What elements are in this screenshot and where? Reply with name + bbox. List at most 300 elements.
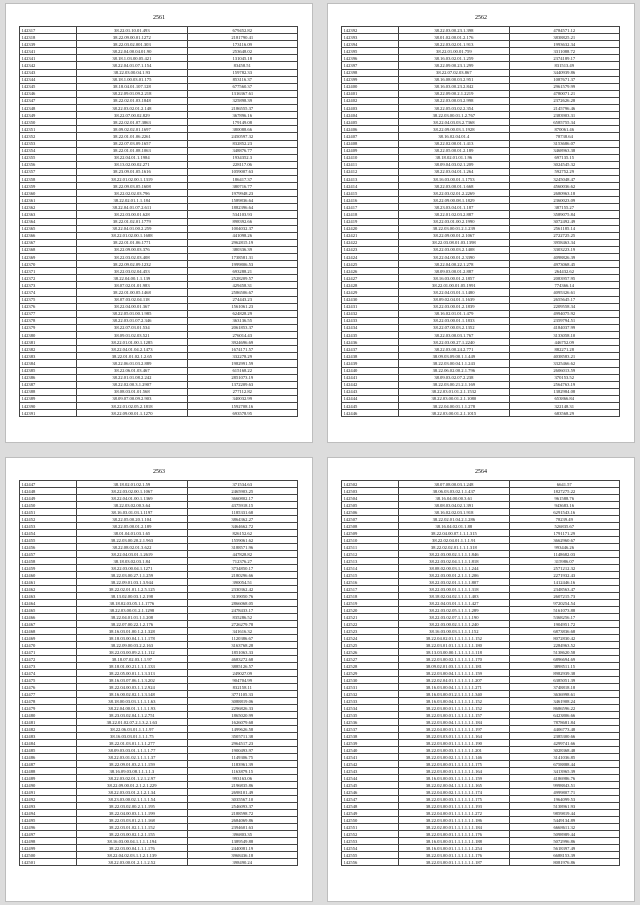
row-id-cell: 142394 (342, 41, 399, 48)
row-amount-cell: 2571212.32 (509, 565, 619, 572)
row-code-cell: 38.22.03.00.20.2.1.963 (77, 537, 187, 544)
row-id-cell: 142438 (342, 353, 399, 360)
row-amount-cell: 2330362.42 (187, 586, 297, 593)
row-amount-cell: 1087671.37 (509, 76, 619, 83)
row-id-cell: 142391 (20, 410, 77, 417)
row-id-cell: 142392 (342, 27, 399, 34)
table-row (20, 324, 298, 331)
row-code-cell: 38.22.03.04.01.1.264 (399, 168, 509, 175)
row-code-cell: 38.22.01.02.03.2.887 (399, 211, 509, 218)
row-code-cell: 38.16.03.00.03.1.1.1.1.152 (399, 628, 509, 635)
row-amount-cell: 3024545.32 (509, 161, 619, 168)
row-amount-cell: 228117.06 (187, 161, 297, 168)
table-row (20, 607, 298, 614)
row-code-cell: 38.22.03.00.03.1.1.1.1.1.1.201 (399, 747, 509, 754)
row-id-cell: 142499 (20, 845, 77, 852)
row-id-cell: 142462 (20, 586, 77, 593)
row-amount-cell: 2450597.32 (187, 133, 297, 140)
row-amount-cell: 380716.77 (187, 183, 297, 190)
row-id-cell: 142345 (20, 83, 77, 90)
row-id-cell: 142463 (20, 593, 77, 600)
row-amount-cell: 6758888.44 (509, 761, 619, 768)
table-row (342, 852, 620, 859)
row-id-cell: 142435 (342, 332, 399, 339)
row-code-cell: 38.18.1.00.03.01.175 (77, 76, 187, 83)
table-row (342, 27, 620, 34)
row-id-cell: 142447 (20, 481, 77, 488)
row-code-cell: 38.16.04.00.00.3.61 (399, 495, 509, 502)
row-amount-cell: 526835.67 (509, 523, 619, 530)
row-code-cell: 38.22.01.02.07.2.1.3.2.1.63 (77, 719, 187, 726)
row-id-cell: 142368 (20, 246, 77, 253)
row-id-cell: 142344 (20, 76, 77, 83)
row-code-cell: 38.16.03.00.01.1.1.1.1.1.1.188 (399, 838, 509, 845)
row-amount-cell: 1004032.37 (187, 225, 297, 232)
row-id-cell: 142377 (20, 310, 77, 317)
row-code-cell: 38.22.02.00.3.1.2907 (77, 381, 187, 388)
table-row (20, 684, 298, 691)
row-amount-cell: 186417.37 (187, 175, 297, 182)
row-amount-cell: 3464662.72 (187, 523, 297, 530)
row-id-cell: 142467 (20, 621, 77, 628)
row-code-cell: 38.22.04.01.07.2.611 (77, 204, 187, 211)
table-row (20, 481, 298, 488)
row-id-cell: 142434 (342, 324, 399, 331)
row-id-cell: 142504 (342, 495, 399, 502)
row-amount-cell: 4784571.12 (509, 27, 619, 34)
table-row (342, 317, 620, 324)
table-row (20, 642, 298, 649)
table-row (342, 754, 620, 761)
row-amount-cell: 882271.28 (509, 346, 619, 353)
row-id-cell: 142547 (342, 796, 399, 803)
row-code-cell: 38.18.02.01.01.1.96 (399, 154, 509, 161)
row-amount-cell: 1059007.63 (187, 168, 297, 175)
table-row (20, 810, 298, 817)
row-id-cell: 142398 (342, 69, 399, 76)
row-id-cell: 142318 (20, 34, 77, 41)
table-row (342, 831, 620, 838)
row-id-cell: 142539 (342, 740, 399, 747)
row-id-cell: 142389 (20, 395, 77, 402)
row-code-cell: 38.22.03.00.01.2.1.1080 (399, 395, 509, 402)
row-code-cell: 38.22.03.02.07.1.1.1.1.190 (399, 614, 509, 621)
row-amount-cell: 341616.32 (187, 628, 297, 635)
row-code-cell: 38.22.01.01.02.1.2.65 (77, 353, 187, 360)
row-id-cell: 142551 (342, 824, 399, 831)
row-id-cell: 142524 (342, 635, 399, 642)
row-id-cell: 142510 (342, 537, 399, 544)
row-amount-cell: 3311088.72 (509, 48, 619, 55)
row-code-cell: 38.22.03.00.04.1.1.243 (399, 360, 509, 367)
row-code-cell: 38.22.01.10.01.493 (77, 27, 187, 34)
row-amount-cell: 1982991.59 (187, 360, 297, 367)
table-row (342, 726, 620, 733)
row-code-cell: 38.22.03.00.01.1.1.1.1.1.1.152 (399, 705, 509, 712)
table-row (20, 154, 298, 161)
row-amount-cell: 6291543.16 (509, 509, 619, 516)
table-row (20, 190, 298, 197)
row-amount-cell: 1559061.62 (187, 537, 297, 544)
row-id-cell: 142451 (20, 509, 77, 516)
page-2564 (328, 458, 634, 901)
row-id-cell: 142456 (20, 544, 77, 551)
row-amount-cell: 5138620.58 (509, 649, 619, 656)
row-amount-cell: 9998843.51 (509, 782, 619, 789)
table-row (342, 817, 620, 824)
row-id-cell: 142488 (20, 768, 77, 775)
row-amount-cell: 3734850.17 (187, 565, 297, 572)
row-id-cell: 142533 (342, 698, 399, 705)
row-code-cell: 38.09.07.00.09.2.903 (77, 395, 187, 402)
row-id-cell: 142529 (342, 670, 399, 677)
table-row (342, 140, 620, 147)
row-id-cell: 142522 (342, 621, 399, 628)
row-code-cell: 38.22.04.01.1.1984 (77, 154, 187, 161)
row-id-cell: 142342 (20, 62, 77, 69)
table-row (342, 48, 620, 55)
row-id-cell: 142532 (342, 691, 399, 698)
row-code-cell: 38.22.03.02.00.3.64 (77, 502, 187, 509)
table-row (342, 551, 620, 558)
row-id-cell: 142503 (342, 488, 399, 495)
row-id-cell: 142475 (20, 677, 77, 684)
row-code-cell: 38.22.03.00.01.1.1.1.1.1.1.176 (399, 831, 509, 838)
row-amount-cell: 3188571.96 (187, 544, 297, 551)
table-row (342, 537, 620, 544)
table-row (20, 663, 298, 670)
table-row (20, 183, 298, 190)
row-id-cell: 142540 (342, 747, 399, 754)
row-code-cell: 38.09.02.02.01.1697 (77, 126, 187, 133)
table-row (342, 175, 620, 182)
table-row (20, 218, 298, 225)
row-code-cell: 38.16.00.02.02.1.1.3.148 (77, 691, 187, 698)
table-row (342, 246, 620, 253)
table-row (342, 838, 620, 845)
row-amount-cell: 1149306.75 (187, 754, 297, 761)
table-row (20, 593, 298, 600)
row-amount-cell: 159782.33 (187, 69, 297, 76)
row-id-cell: 142365 (20, 225, 77, 232)
row-code-cell: 38.22.01.00.05.1468 (77, 289, 187, 296)
row-id-cell: 142515 (342, 572, 399, 579)
row-id-cell: 142556 (342, 859, 399, 866)
row-amount-cell: 1979948.23 (187, 190, 297, 197)
row-amount-cell: 2284963.52 (509, 642, 619, 649)
table-row (342, 83, 620, 90)
table-row (20, 761, 298, 768)
row-id-cell: 142455 (20, 537, 77, 544)
table-row (20, 537, 298, 544)
row-id-cell: 142476 (20, 684, 77, 691)
table-row (20, 796, 298, 803)
row-code-cell: 38.16.03.03.01.1.1.1.75 (77, 733, 187, 740)
table-row (342, 353, 620, 360)
row-amount-cell: 2465903.25 (187, 488, 297, 495)
ledger-table (341, 480, 620, 866)
row-code-cell: 38.22.03.00.01.1.1.1.1.1.1.193 (399, 803, 509, 810)
row-amount-cell: 3838825.21 (509, 34, 619, 41)
row-amount-cell: 322148.31 (509, 402, 619, 409)
row-code-cell: 38.22.01.01.06.2261 (77, 133, 187, 140)
row-code-cell: 38.22.03.00.21.2.1.169 (399, 381, 509, 388)
row-id-cell: 142364 (20, 218, 77, 225)
row-amount-cell: 6873836.68 (509, 628, 619, 635)
row-code-cell: 38.22.09.01.09.2.218 (77, 90, 187, 97)
table-row (20, 621, 298, 628)
row-id-cell: 142317 (20, 27, 77, 34)
row-id-cell: 142525 (342, 642, 399, 649)
row-id-cell: 142418 (342, 211, 399, 218)
row-id-cell: 142519 (342, 600, 399, 607)
row-id-cell: 142371 (20, 268, 77, 275)
row-amount-cell: 1372209.63 (187, 381, 297, 388)
row-id-cell: 142404 (342, 112, 399, 119)
row-code-cell: 38.22.09.00.01.2.1.2.1.229 (77, 782, 187, 789)
row-code-cell: 38.16.03.00.04.1.1.1.1.1.1.152 (399, 698, 509, 705)
row-id-cell: 142506 (342, 509, 399, 516)
table-row (342, 346, 620, 353)
row-id-cell: 142369 (20, 254, 77, 261)
row-code-cell: 38.22.07.00.02.829 (77, 112, 187, 119)
table-row (20, 83, 298, 90)
row-amount-cell: 6641.57 (509, 481, 619, 488)
row-id-cell: 142548 (342, 803, 399, 810)
row-amount-cell: 624828.29 (187, 310, 297, 317)
row-code-cell: 38.22.03.02.04.1.1.1.1.818 (399, 558, 509, 565)
row-amount-cell: 3589075.84 (509, 211, 619, 218)
row-code-cell: 38.22.03.00.01.628 (77, 211, 187, 218)
row-id-cell: 142449 (20, 495, 77, 502)
row-code-cell: 38.01.04.01.03.1.65 (77, 530, 187, 537)
row-id-cell: 142393 (342, 34, 399, 41)
table-row (342, 183, 620, 190)
table-row (20, 726, 298, 733)
table-row (20, 289, 298, 296)
table-row (20, 69, 298, 76)
row-amount-cell: 677560.37 (187, 83, 297, 90)
row-amount-cell: 348876.77 (187, 147, 297, 154)
row-id-cell: 142350 (20, 119, 77, 126)
row-code-cell: 38.22.01.02.01.1779 (77, 218, 187, 225)
row-amount-cell: 3413965.39 (509, 768, 619, 775)
row-id-cell: 142543 (342, 768, 399, 775)
row-id-cell: 142360 (20, 190, 77, 197)
row-id-cell: 142422 (342, 239, 399, 246)
row-code-cell: 38.22.03.00.02.1.1.1.1.240 (399, 621, 509, 628)
row-code-cell: 38.08.03.04.02.1.391 (399, 502, 509, 509)
table-row (20, 204, 298, 211)
row-id-cell: 142472 (20, 656, 77, 663)
row-id-cell: 142390 (20, 402, 77, 409)
row-amount-cell: 6668611.32 (509, 824, 619, 831)
table-row (20, 670, 298, 677)
table-row (20, 402, 298, 409)
table-row (20, 133, 298, 140)
table-row (342, 600, 620, 607)
row-id-cell: 142428 (342, 282, 399, 289)
table-row (20, 367, 298, 374)
table-row (20, 360, 298, 367)
table-row (342, 565, 620, 572)
row-id-cell: 142386 (20, 374, 77, 381)
row-code-cell: 38.22.04.00.03.1.1.1.199 (77, 810, 187, 817)
row-amount-cell: 253648.02 (187, 48, 297, 55)
row-amount-cell: 2186555.37 (187, 105, 297, 112)
row-code-cell: 38.22.07.02.03.867 (399, 69, 509, 76)
row-id-cell: 142484 (20, 740, 77, 747)
row-code-cell: 38.22.03.00.03.1.1.1.1.1.1.175 (399, 796, 509, 803)
table-row (342, 733, 620, 740)
table-row (342, 97, 620, 104)
row-code-cell: 38.22.03.02.01.2.2269 (399, 190, 509, 197)
row-id-cell: 142500 (20, 852, 77, 859)
row-amount-cell: 4994075.92 (509, 310, 619, 317)
table-row (20, 296, 298, 303)
table-row (342, 747, 620, 754)
row-amount-cell: 276014.43 (187, 332, 297, 339)
table-row (342, 607, 620, 614)
row-amount-cell: 2698101.49 (187, 789, 297, 796)
row-amount-cell: 2181790.41 (187, 34, 297, 41)
row-id-cell: 142464 (20, 600, 77, 607)
row-id-cell: 142357 (20, 168, 77, 175)
row-id-cell: 142411 (342, 161, 399, 168)
row-code-cell: 38.22.04.00.03.1.1.2.924 (77, 684, 187, 691)
row-code-cell: 38.08.02.00.03.1.1.1.1.244 (399, 565, 509, 572)
table-row (20, 381, 298, 388)
row-amount-cell: 1674171.57 (187, 346, 297, 353)
row-code-cell: 38.22.04.00.01.1.1.1.1.1.1.272 (399, 810, 509, 817)
row-amount-cell: 9720254.54 (509, 600, 619, 607)
row-id-cell: 142443 (342, 388, 399, 395)
table-row (342, 197, 620, 204)
row-code-cell: 38.22.03.03.01.2.1.2.1.34 (77, 789, 187, 796)
row-id-cell: 142351 (20, 126, 77, 133)
row-amount-cell: 3898511.15 (509, 663, 619, 670)
row-code-cell: 38.22.03.00.04.1.1.1.1.1.1.159 (399, 670, 509, 677)
ledger-table (341, 26, 620, 417)
table-row (342, 147, 620, 154)
row-code-cell: 38.22.01.03.01.1.1.1.277 (77, 740, 187, 747)
table-row (342, 810, 620, 817)
table-row (342, 154, 620, 161)
row-code-cell: 38.22.03.02.01.2.148 (77, 105, 187, 112)
table-row (20, 789, 298, 796)
table-row (20, 62, 298, 69)
table-row (342, 621, 620, 628)
row-id-cell: 142480 (20, 712, 77, 719)
row-amount-cell: 3924696.69 (187, 339, 297, 346)
row-amount-cell: 5161073.88 (509, 607, 619, 614)
row-code-cell: 38.22.03.00.01.1.1.1.1.1.1.175 (399, 761, 509, 768)
table-row (342, 211, 620, 218)
row-id-cell: 142526 (342, 649, 399, 656)
row-code-cell: 38.22.04.01.00.2.259 (77, 225, 187, 232)
row-amount-cell: 2209558.34 (509, 303, 619, 310)
table-row (20, 55, 298, 62)
row-code-cell: 38.22.09.00.01.1272 (77, 34, 187, 41)
row-amount-cell: 4560036.62 (509, 183, 619, 190)
row-code-cell: 38.22.03.00.01.1.1.1.1.1.1.176 (399, 852, 509, 859)
row-amount-cell: 3072492.49 (509, 218, 619, 225)
row-code-cell: 38.22.04.00.07.1.1.1.315 (399, 530, 509, 537)
row-code-cell: 38.22.03.00.24.2.771 (399, 346, 509, 353)
row-id-cell: 142483 (20, 733, 77, 740)
row-code-cell: 38.22.06.02.00.2.1.796 (399, 367, 509, 374)
row-id-cell: 142495 (20, 817, 77, 824)
row-code-cell: 38.22.01.01.08.1063 (77, 147, 187, 154)
table-row (20, 859, 298, 866)
row-amount-cell: 380088.66 (187, 126, 297, 133)
table-row (20, 239, 298, 246)
page-title: 2563 (153, 469, 165, 475)
row-id-cell: 142425 (342, 261, 399, 268)
row-id-cell: 142426 (342, 268, 399, 275)
row-amount-cell: 367896.16 (187, 112, 297, 119)
row-amount-cell: 3028368.48 (509, 747, 619, 754)
row-amount-cell: 534103.93 (187, 211, 297, 218)
row-amount-cell: 9859819.44 (509, 810, 619, 817)
table-row (20, 523, 298, 530)
row-code-cell: 38.22.09.02.09.1232 (77, 261, 187, 268)
row-amount-cell: 2655645.17 (509, 296, 619, 303)
row-amount-cell: 6585755.34 (509, 119, 619, 126)
row-id-cell: 142541 (342, 754, 399, 761)
table-row (342, 488, 620, 495)
row-amount-cell: 2061853.37 (187, 324, 297, 331)
row-code-cell: 38.18.1.03.00.05.421 (77, 55, 187, 62)
page-2563 (6, 458, 312, 901)
row-id-cell: 142452 (20, 516, 77, 523)
row-code-cell: 38.09.03.03.01.1.1.1.1.77 (77, 747, 187, 754)
row-amount-cell: 7878681.84 (509, 719, 619, 726)
table-row (342, 698, 620, 705)
table-row (20, 747, 298, 754)
row-id-cell: 142407 (342, 133, 399, 140)
row-code-cell: 38.22.01.01.00.1.1285 (77, 339, 187, 346)
table-row (20, 768, 298, 775)
table-row (342, 76, 620, 83)
table-row (20, 600, 298, 607)
table-row (342, 614, 620, 621)
row-code-cell: 38.22.03.00.01.2.1.1.1.206 (399, 572, 509, 579)
row-id-cell: 142508 (342, 523, 399, 530)
table-row (20, 254, 298, 261)
row-id-cell: 142363 (20, 211, 77, 218)
row-amount-cell: 1900493.97 (187, 747, 297, 754)
row-code-cell: 38.22.03.00.02.1.1.1.1.1.1.146 (399, 754, 509, 761)
table-row (20, 803, 298, 810)
row-code-cell: 38.22.03.00.23.1.398 (399, 27, 509, 34)
row-id-cell: 142469 (20, 635, 77, 642)
row-id-cell: 142528 (342, 663, 399, 670)
row-code-cell: 38.22.03.00.04.1.1.1.1.1.1.184 (399, 719, 509, 726)
table-row (342, 225, 620, 232)
table-row (20, 488, 298, 495)
table-row (342, 495, 620, 502)
row-code-cell: 38.22.03.02.01.1.913 (399, 41, 509, 48)
table-row (20, 34, 298, 41)
table-row (342, 642, 620, 649)
row-id-cell: 142536 (342, 719, 399, 726)
row-code-cell: 38.16.03.07.06.1.1.3.202 (77, 677, 187, 684)
row-code-cell: 38.16.03.00.01.2.1857 (399, 275, 509, 282)
row-amount-cell: 3141036.85 (509, 754, 619, 761)
table-row (20, 119, 298, 126)
row-amount-cell: 870061.46 (509, 126, 619, 133)
